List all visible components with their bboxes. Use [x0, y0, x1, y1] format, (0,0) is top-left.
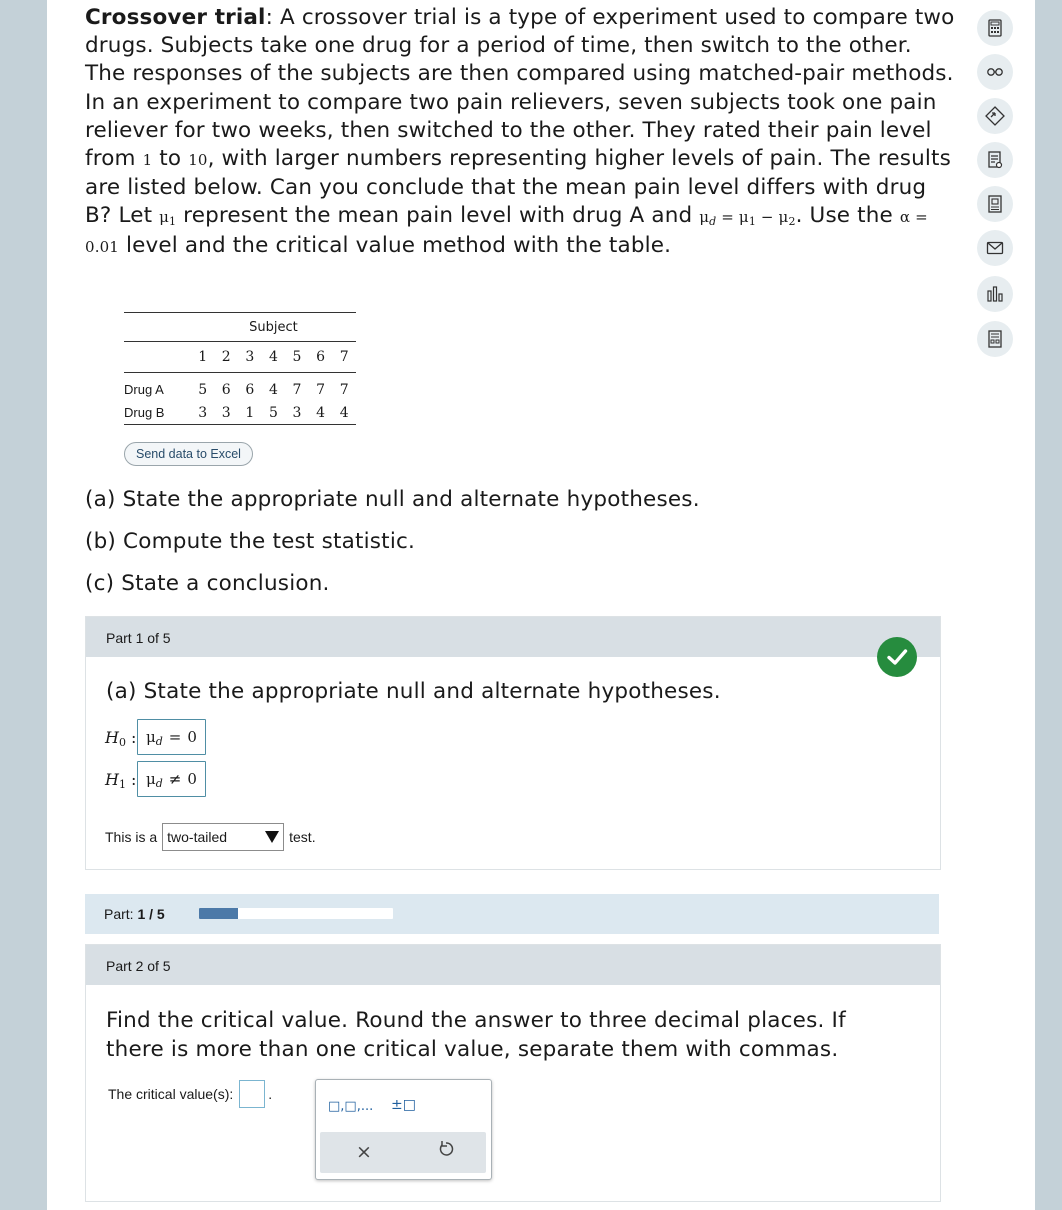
h0-label: $H_0$ : — [105, 727, 137, 749]
table-row-drug-a: Drug A 5 6 6 4 7 7 7 — [124, 381, 349, 398]
progress-track — [199, 908, 393, 919]
mail-icon[interactable] — [977, 230, 1013, 266]
progress-fill — [199, 908, 238, 919]
glasses-icon[interactable] — [977, 54, 1013, 90]
alpha-level: α = 0.01 — [85, 208, 928, 256]
bar-chart-icon[interactable] — [977, 276, 1013, 312]
data-table — [124, 312, 356, 425]
null-hypothesis-row — [105, 719, 206, 755]
alternate-hypothesis-row — [105, 761, 206, 797]
mu1-symbol: $\mu_1$ — [159, 208, 177, 229]
critical-value-row: The critical value(s): . — [108, 1079, 272, 1109]
tag-icon[interactable] — [977, 98, 1013, 134]
mud-definition: $\mu_d = \mu_1 - \mu_2$ — [699, 208, 796, 229]
worksheet-icon[interactable] — [977, 321, 1013, 357]
question-b: (b) Compute the test statistic. — [85, 529, 416, 554]
send-to-excel-button[interactable]: Send data to Excel — [124, 442, 253, 466]
question-c: (c) State a conclusion. — [85, 571, 330, 596]
side-toolbar — [1035, 0, 1062, 1210]
part-1-title: (a) State the appropriate null and alternate hypotheses. — [106, 679, 721, 704]
subject-number-row: 1 2 3 4 5 6 7 — [124, 342, 356, 373]
undo-icon[interactable] — [437, 1140, 455, 1162]
tail-type-select[interactable]: two-tailed — [162, 823, 284, 851]
part-1-panel — [85, 616, 941, 870]
problem-title: Crossover trial — [85, 5, 266, 30]
h1-input[interactable]: $\mu_d$ ≠ 0 — [137, 761, 206, 797]
problem-page — [47, 0, 1035, 1210]
question-a: (a) State the appropriate null and alternate hypotheses. — [85, 487, 700, 512]
check-icon — [877, 637, 917, 677]
calculator-icon[interactable] — [977, 10, 1013, 46]
clear-button[interactable]: × — [356, 1141, 372, 1163]
table-row-drug-b: Drug B 3 3 1 5 3 4 4 — [124, 401, 356, 425]
problem-statement: Crossover trial: A crossover trial is a type of experiment used to compare two drugs. Subjects take one drug for a period of time, then switch to the other. The responses of the subjects are then compared using matched-pair methods. In an experiment to compare two pain relievers, seven subjects took one pain reliever for two weeks, then switched to the other. They rated their pain level from 1 to 10, with larger numbers representing higher levels of pain. The results are listed below. Can you conclude that the mean pain level differs with drug B? Let $\mu_1$ represent the mean pain level with drug A and $\mu_d = \mu_1 - \mu_2$. Use the α = 0.01 level and the critical value method with the table. — [85, 5, 955, 258]
progress-value: 1 / 5 — [137, 906, 165, 922]
math-palette — [315, 1079, 492, 1180]
list-template-button[interactable]: □,□,... — [328, 1099, 374, 1114]
part-2-header: Part 2 of 5 — [86, 945, 940, 985]
report-icon[interactable] — [977, 142, 1013, 178]
part-2-panel — [85, 944, 941, 1202]
textbook-icon[interactable] — [977, 186, 1013, 222]
h0-input[interactable]: $\mu_d$ = 0 — [137, 719, 206, 755]
h1-label: $H_1$ : — [105, 769, 137, 791]
part-1-header: Part 1 of 5 — [86, 617, 940, 657]
tail-type-row: This is a two-tailed test. — [105, 823, 316, 851]
part-progress: Part: 1 / 5 — [85, 894, 939, 934]
dropdown-arrow-icon — [265, 831, 279, 843]
table-group-header: Subject — [191, 313, 356, 342]
part-2-title: Find the critical value. Round the answer to three decimal places. If there is more than one critical value, separate them with commas. — [106, 1008, 846, 1062]
critical-value-input[interactable] — [239, 1080, 265, 1108]
palette-footer — [320, 1132, 486, 1173]
plus-minus-button[interactable]: ±□ — [391, 1097, 416, 1113]
